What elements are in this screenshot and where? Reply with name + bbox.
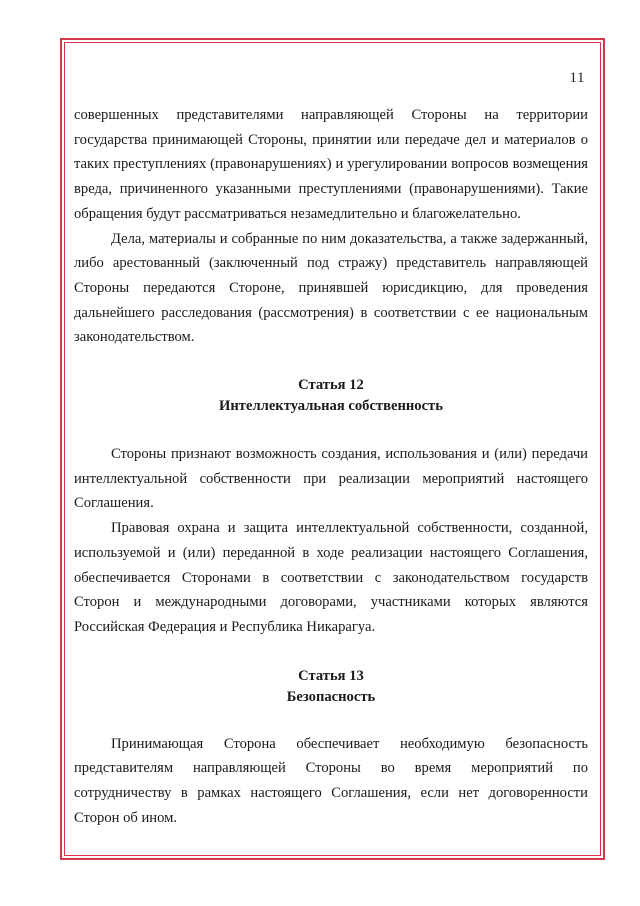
article-13-heading: [74, 666, 588, 708]
page-number: 11: [569, 70, 585, 86]
document-body: [74, 103, 588, 830]
article-title: Безопасность: [286, 688, 376, 705]
paragraph: Дела, материалы и собранные по ним доказательства, а также задержанный, либо арестованный (заключенный под стражу) представитель направляющей Стороны передаются Стороне, принявшей юрисдикцию, для проведения дальнейшего расследования (рассмотрения) в соответствии с ее национальным законодательством.: [74, 230, 588, 346]
article-title: Интеллектуальная собственность: [219, 398, 443, 415]
article-number: Статья 13: [298, 667, 364, 684]
paragraph: Принимающая Сторона обеспечивает необходимую безопасность представителям направляющей Стороны во время мероприятий по сотрудничеству в рамках настоящего Соглашения, если нет договоренности Сторон об ином.: [74, 735, 588, 826]
article-12-heading: [74, 375, 588, 417]
paragraph: Стороны признают возможность создания, использования и (или) передачи интеллектуальной собственности при реализации мероприятий настоящего Соглашения.: [74, 446, 588, 512]
paragraph: Правовая охрана и защита интеллектуальной собственности, созданной, используемой и (или) переданной в ходе реализации настоящего Соглашения, обеспечивается Сторонами в соответствии с законодательством государств Сторон и международными договорами, участниками которых являются Российская Федерация и Республика Никарагуа.: [74, 520, 588, 635]
paragraph-continuation: совершенных представителями направляющей Стороны на территории государства принимающей Стороны, принятии или передаче дел и материалов о таких преступлениях (правонарушениях) и урегулировании вопросов возмещения вреда, причиненного указанными преступлениями (правонарушениями). Такие обращения будут рассматриваться незамедлительно и благожелательно.: [74, 107, 588, 222]
article-number: Статья 12: [298, 377, 364, 394]
